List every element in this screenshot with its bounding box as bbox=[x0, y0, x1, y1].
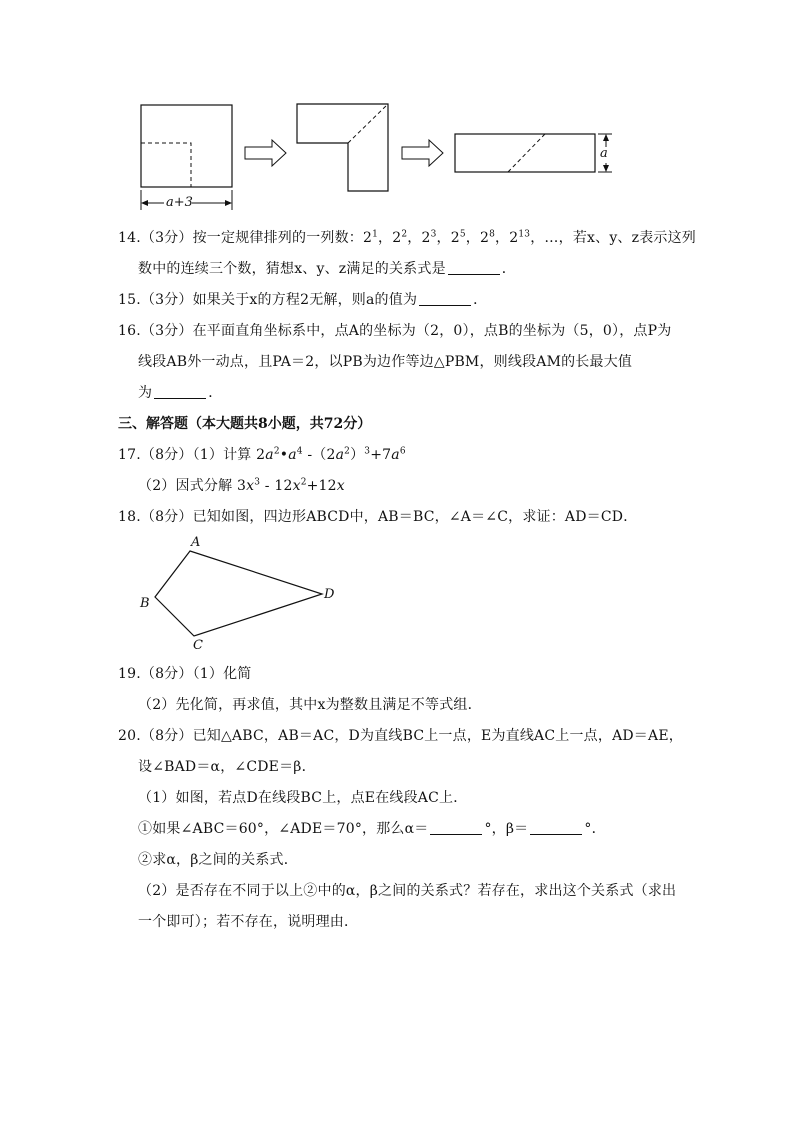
q17-line1: 17.（8分）（1）计算 $2a^2•a^4$ $-(2a^2)^3+7a^6$ bbox=[118, 446, 406, 463]
answer-blank[interactable] bbox=[154, 384, 206, 399]
q20-part2-line1: （2）是否存在不同于以上②中的α，β之间的关系式？若存在，求出这个关系式（求出 bbox=[138, 883, 677, 899]
q20-line1: 20.（8分）已知△ABC，AB＝AC，D为直线BC上一点，E为直线AC上一点，AD＝AE， bbox=[118, 728, 683, 744]
q20-sub2: ②求α，β之间的关系式． bbox=[138, 852, 298, 868]
q17-expression-1: $2a^2•a^4$ $-(2a^2)^3+7a^6$ bbox=[256, 446, 406, 463]
vertex-label-c: C bbox=[193, 638, 203, 653]
q19-line1: 19.（8分）（1）化简 bbox=[118, 666, 252, 682]
q18-line: 18.（8分）已知如图，四边形ABCD中，AB＝BC，∠A＝∠C，求证：AD＝CD． bbox=[118, 509, 638, 525]
answer-blank[interactable] bbox=[419, 291, 471, 306]
square-shape bbox=[141, 105, 232, 187]
q17-line2: （2）因式分解 $3x^3 - 12x^2+12x$ bbox=[138, 477, 345, 494]
q20-part1: （1）如图，若点D在线段BC上，点E在线段AC上． bbox=[138, 790, 468, 806]
q16-line2: 线段AB外一动点，且PA＝2，以PB为边作等边△PBM，则线段AM的长最大值 bbox=[138, 354, 633, 370]
dim-label-a: a bbox=[600, 146, 608, 161]
rectangle-shape bbox=[455, 134, 595, 172]
arrow-right-icon bbox=[245, 140, 286, 166]
q20-sub1: ①如果∠ABC＝60°，∠ADE＝70°，那么α＝ °，β＝ °． bbox=[138, 821, 606, 837]
section-title: 三、解答题（本大题共8小题，共72分） bbox=[118, 416, 372, 432]
dim-label-a-plus-3: a+3 bbox=[166, 195, 193, 210]
vertex-label-a: A bbox=[191, 535, 201, 550]
vertex-label-d: D bbox=[324, 587, 335, 602]
answer-blank[interactable] bbox=[530, 820, 582, 835]
q15-line: 15.（3分）如果关于x的方程2无解，则a的值为 ． bbox=[118, 292, 488, 308]
q14-line2: 数中的连续三个数，猜想x、y、z满足的关系式是 ． bbox=[138, 261, 516, 277]
q16-line1: 16.（3分）在平面直角坐标系中，点A的坐标为（2，0），点B的坐标为（5，0），点P为 bbox=[118, 323, 672, 339]
square-cut-dashed bbox=[141, 143, 191, 187]
q17-expression-2: $3x^3 - 12x^2+12x$ bbox=[236, 477, 345, 494]
q16-line3: 为 ． bbox=[138, 385, 223, 401]
q20-line2: 设∠BAD＝α，∠CDE＝β． bbox=[138, 759, 316, 775]
paper-cut-figure bbox=[0, 0, 794, 220]
q14-line1: 14.（3分）按一定规律排列的一列数：$2^1$，$2^2$，$2^3$，$2^5$，$2^8$，$2^{13}$，…，若x、y、z表示这列 bbox=[118, 229, 696, 246]
q20-part2-line2: 一个即可）；若不存在，说明理由． bbox=[138, 914, 359, 930]
arrow-right-icon bbox=[402, 140, 443, 166]
answer-blank[interactable] bbox=[448, 260, 500, 275]
vertex-label-b: B bbox=[140, 596, 150, 611]
q19-line2: （2）先化简，再求值，其中x为整数且满足不等式组． bbox=[138, 697, 482, 713]
answer-blank[interactable] bbox=[430, 820, 482, 835]
